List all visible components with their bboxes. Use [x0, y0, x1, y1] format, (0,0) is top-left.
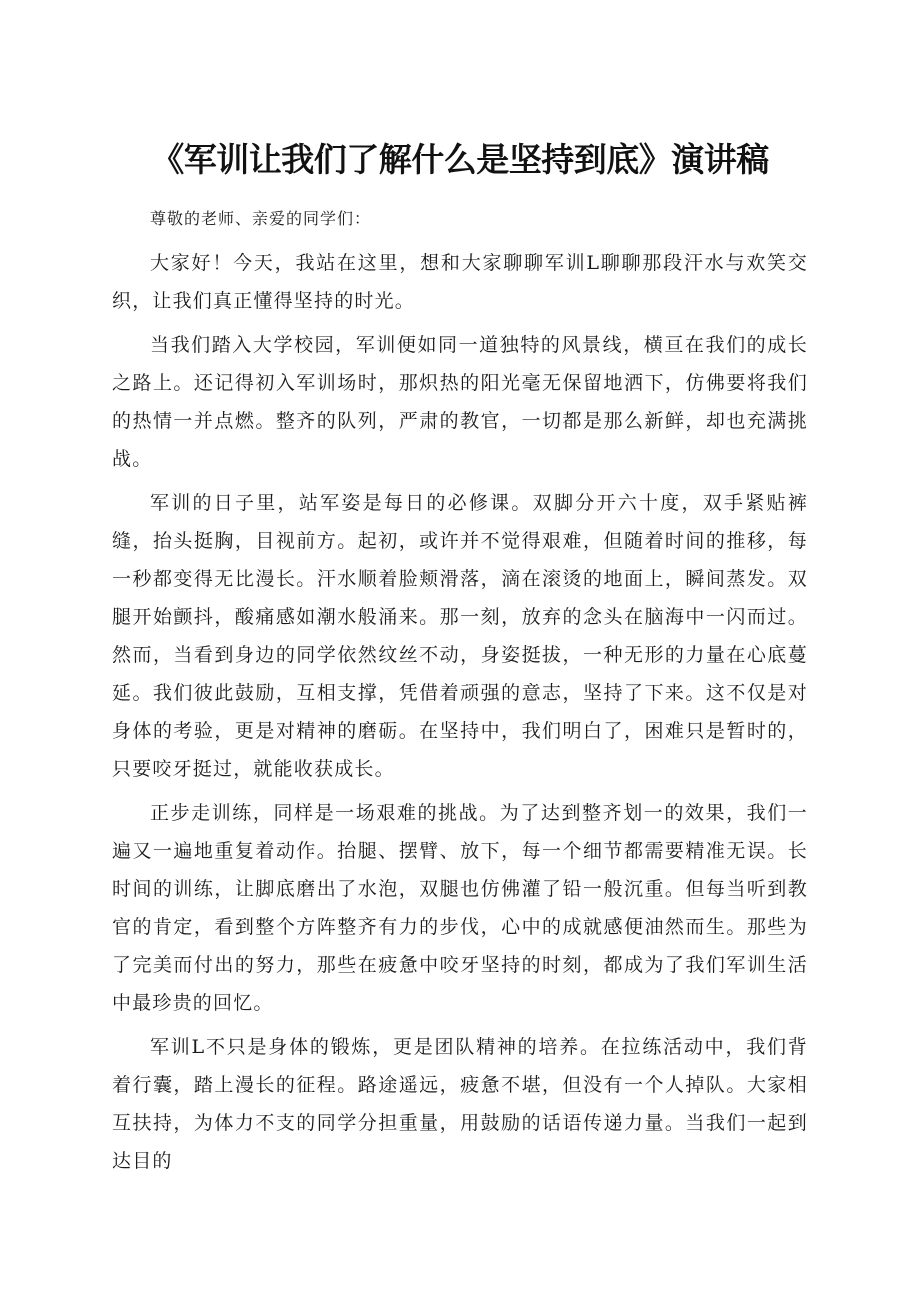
salutation-paragraph: 尊敬的老师、亲爱的同学们：: [150, 209, 372, 228]
body-paragraph: 军训L不只是身体的锻炼，更是团队精神的培养。在拉练活动中，我们背着行囊，踏上漫长的征程。路途遥远，疲惫不堪，但没有一个人掉队。大家相互扶持，为体力不支的同学分担重量，用鼓励的话语传递力量。当我们一起到达目的: [112, 1036, 808, 1172]
document-title: 《军训让我们了解什么是坚持到底》演讲稿: [151, 140, 769, 180]
document-body: [112, 200, 808, 1180]
greeting-paragraph: 大家好！今天，我站在这里，想和大家聊聊军训L聊聊那段汗水与欢笑交织，让我们真正懂得坚持的时光。: [112, 252, 808, 312]
body-paragraph: 当我们踏入大学校园，军训便如同一道独特的风景线，横亘在我们的成长之路上。还记得初入军训场时，那炽热的阳光毫无保留地洒下，仿佛要将我们的热情一并点燃。整齐的队列，严肃的教官，一切都是那么新鲜，却也充满挑战。: [112, 334, 808, 470]
body-paragraph: 正步走训练，同样是一场艰难的挑战。为了达到整齐划一的效果，我们一遍又一遍地重复着动作。抬腿、摆臂、放下，每一个细节都需要精准无误。长时间的训练，让脚底磨出了水泡，双腿也仿佛灌了铅一般沉重。但每当听到教官的肯定，看到整个方阵整齐有力的步伐，心中的成就感便油然而生。那些为了完美而付出的努力，那些在疲惫中咬牙坚持的时刻，都成为了我们军训生活中最珍贵的回忆。: [112, 802, 808, 1014]
body-paragraph: 军训的日子里，站军姿是每日的必修课。双脚分开六十度，双手紧贴裤缝，抬头挺胸，目视前方。起初，或许并不觉得艰难，但随着时间的推移，每一秒都变得无比漫长。汗水顺着脸颊滑落，滴在滚烫的地面上，瞬间蒸发。双腿开始颤抖，酸痛感如潮水般涌来。那一刻，放弃的念头在脑海中一闪而过。然而，当看到身边的同学依然纹丝不动，身姿挺拔，一种无形的力量在心底蔓延。我们彼此鼓励，互相支撑，凭借着顽强的意志，坚持了下来。这不仅是对身体的考验，更是对精神的磨砺。在坚持中，我们明白了，困难只是暂时的，只要咬牙挺过，就能收获成长。: [112, 492, 808, 780]
